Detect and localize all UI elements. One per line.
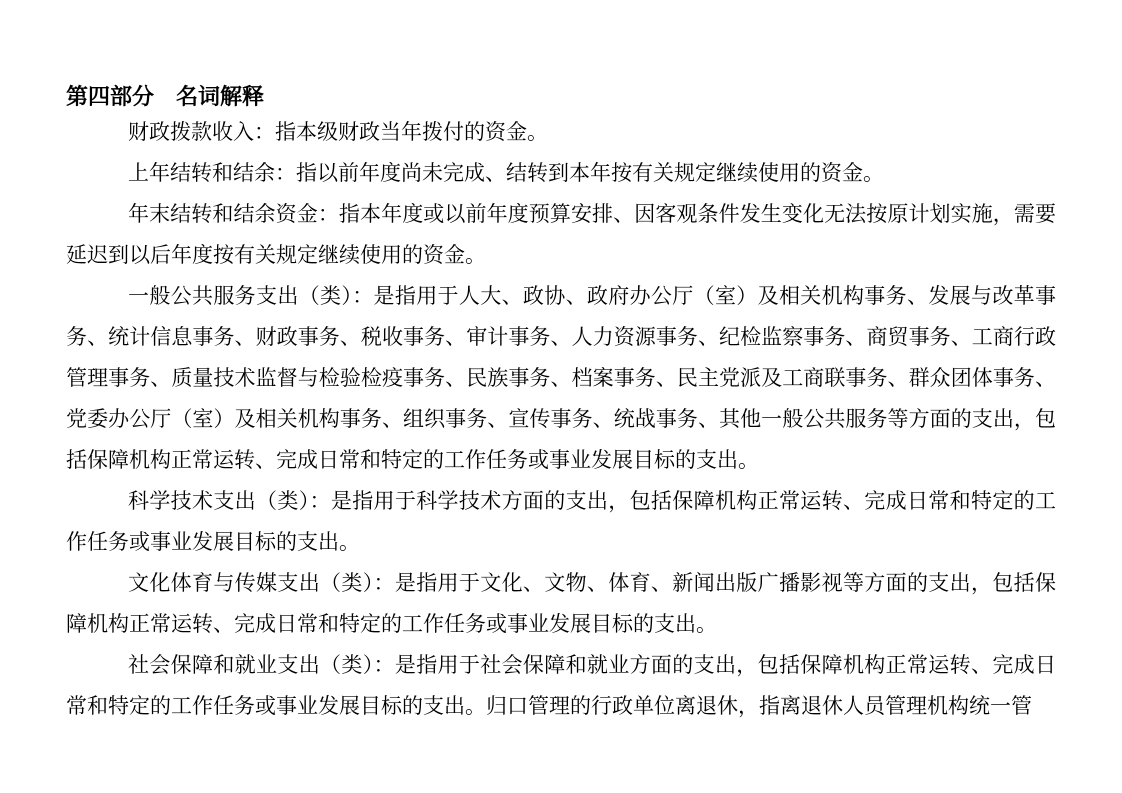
para-year-end-carryover-funds: 年末结转和结余资金：指本年度或以前年度预算安排、因客观条件发生变化无法按原计划实施，需要延迟到以后年度按有关规定继续使用的资金。 [66,202,1056,267]
section-title: 第四部分 名词解释 [66,85,265,110]
para-science-technology-expenditure: 科学技术支出（类）：是指用于科学技术方面的支出，包括保障机构正常运转、完成日常和特定的工作任务或事业发展目标的支出。 [66,489,1056,554]
para-social-security-employment-expenditure: 社会保障和就业支出（类）：是指用于社会保障和就业方面的支出，包括保障机构正常运转、完成日常和特定的工作任务或事业发展目标的支出。归口管理的行政单位离退休，指离退休人员管理机构统一管 [66,653,1056,718]
document-body [66,112,1056,727]
para-culture-sports-media-expenditure: 文化体育与传媒支出（类）：是指用于文化、文物、体育、新闻出版广播影视等方面的支出，包括保障机构正常运转、完成日常和特定的工作任务或事业发展目标的支出。 [66,571,1056,636]
para-fiscal-appropriation-income: 财政拨款收入：指本级财政当年拨付的资金。 [128,120,548,144]
para-carryover-from-previous-year: 上年结转和结余：指以前年度尚未完成、结转到本年按有关规定继续使用的资金。 [128,161,884,185]
para-general-public-services-expenditure: 一般公共服务支出（类）：是指用于人大、政协、政府办公厅（室）及相关机构事务、发展与改革事务、统计信息事务、财政事务、税收事务、审计事务、人力资源事务、纪检监察事务、商贸事务、工商行政管理事务、质量技术监督与检验检疫事务、民族事务、档案事务、民主党派及工商联事务、群众团体事务、党委办公厅（室）及相关机构事务、组织事务、宣传事务、统战事务、其他一般公共服务等方面的支出，包括保障机构正常运转、完成日常和特定的工作任务或事业发展目标的支出。 [66,284,1056,472]
